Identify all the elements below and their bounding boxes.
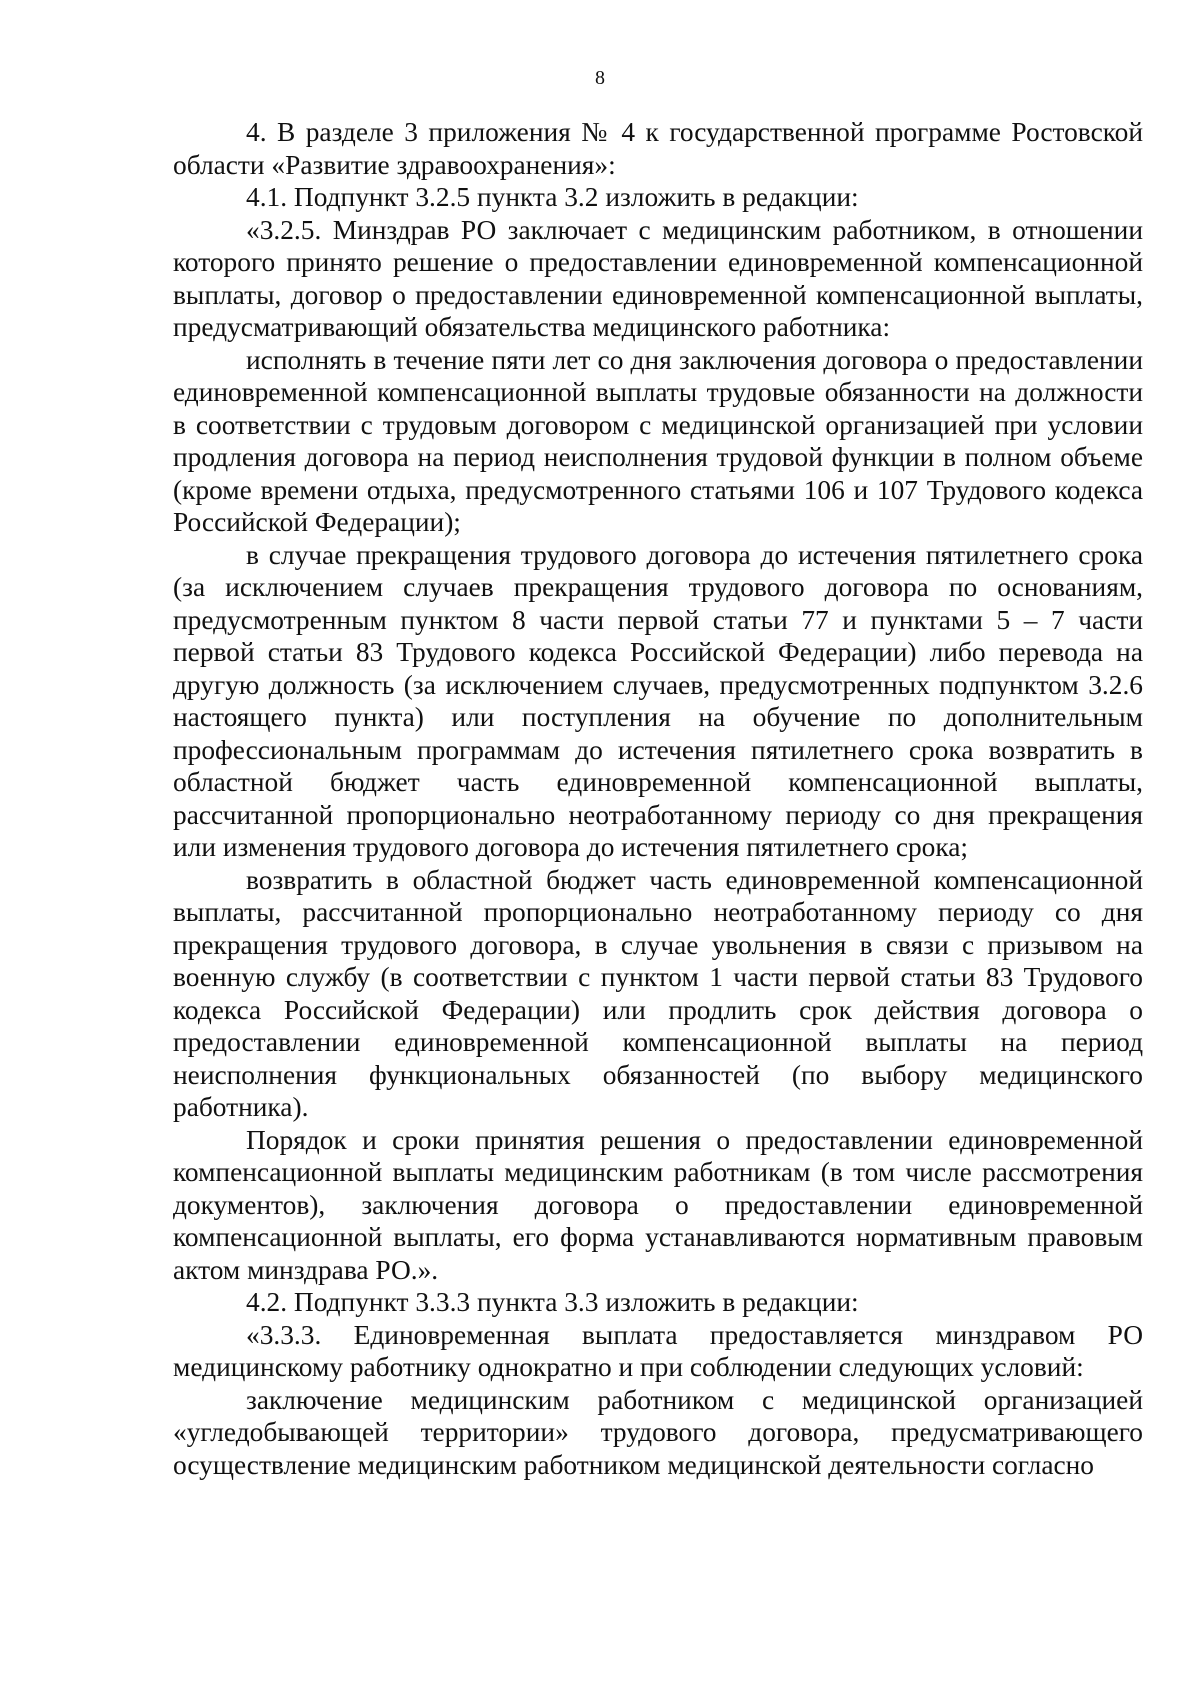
paragraph-3-3-3: «3.3.3. Единовременная выплата предоставляется минздравом РО медицинскому работнику однократно и при соблюдении следующих условий: bbox=[173, 1319, 1143, 1382]
document-body bbox=[173, 116, 1143, 1481]
paragraph-section-4-intro: 4. В разделе 3 приложения № 4 к государственной программе Ростовской области «Развитие здравоохранения»: bbox=[173, 117, 1143, 180]
paragraph-obligation-military: возвратить в областной бюджет часть единовременной компенсационной выплаты, рассчитанной пропорционально неотработанному периоду со дня прекращения трудового договора, в случае увольнения в связи с призывом на военную службу (в соответствии с пунктом 1 части первой статьи 83 Трудового кодекса Российской Федерации) или продлить срок действия договора о предоставлении единовременной компенсационной выплаты на период неисполнения функциональных обязанностей (по выбору медицинского работника). bbox=[173, 864, 1143, 1122]
paragraph-item-4-2: 4.2. Подпункт 3.3.3 пункта 3.3 изложить в редакции: bbox=[246, 1287, 859, 1317]
paragraph-3-2-5: «3.2.5. Минздрав РО заключает с медицинским работником, в отношении которого принято решение о предоставлении единовременной компенсационной выплаты, договор о предоставлении единовременной компенсационной выплаты, предусматривающий обязательства медицинского работника: bbox=[173, 214, 1143, 342]
paragraph-condition-contract: заключение медицинским работником с медицинской организацией «угледобывающей территории» трудового договора, предусматривающего осуществление медицинским работником медицинской деятельности согласно bbox=[173, 1384, 1143, 1480]
page-number: 8 bbox=[595, 67, 605, 89]
paragraph-obligation-work: исполнять в течение пяти лет со дня заключения договора о предоставлении единовременной компенсационной выплаты трудовые обязанности на должности в соответствии с трудовым договором с медицинской организацией при условии продления договора на период неисполнения трудовой функции в полном объеме (кроме времени отдыха, предусмотренного статьями 106 и 107 Трудового кодекса Российской Федерации); bbox=[173, 344, 1143, 537]
paragraph-obligation-termination: в случае прекращения трудового договора до истечения пятилетнего срока (за исключением случаев прекращения трудового договора по основаниям, предусмотренным пунктом 8 части первой статьи 77 и пунктами 5 – 7 части первой статьи 83 Трудового кодекса Российской Федерации) либо перевода на другую должность (за исключением случаев, предусмотренных подпунктом 3.2.6 настоящего пункта) или поступления на обучение по дополнительным профессиональным программам до истечения пятилетнего срока возвратить в областной бюджет часть единовременной компенсационной выплаты, рассчитанной пропорционально неотработанному периоду со дня прекращения или изменения трудового договора до истечения пятилетнего срока; bbox=[173, 539, 1143, 862]
paragraph-item-4-1: 4.1. Подпункт 3.2.5 пункта 3.2 изложить в редакции: bbox=[246, 182, 859, 212]
paragraph-procedure: Порядок и сроки принятия решения о предоставлении единовременной компенсационной выплаты медицинским работникам (в том числе рассмотрения документов), заключения договора о предоставлении единовременной компенсационной выплаты, его форма устанавливаются нормативным правовым актом минздрава РО.». bbox=[173, 1124, 1143, 1285]
